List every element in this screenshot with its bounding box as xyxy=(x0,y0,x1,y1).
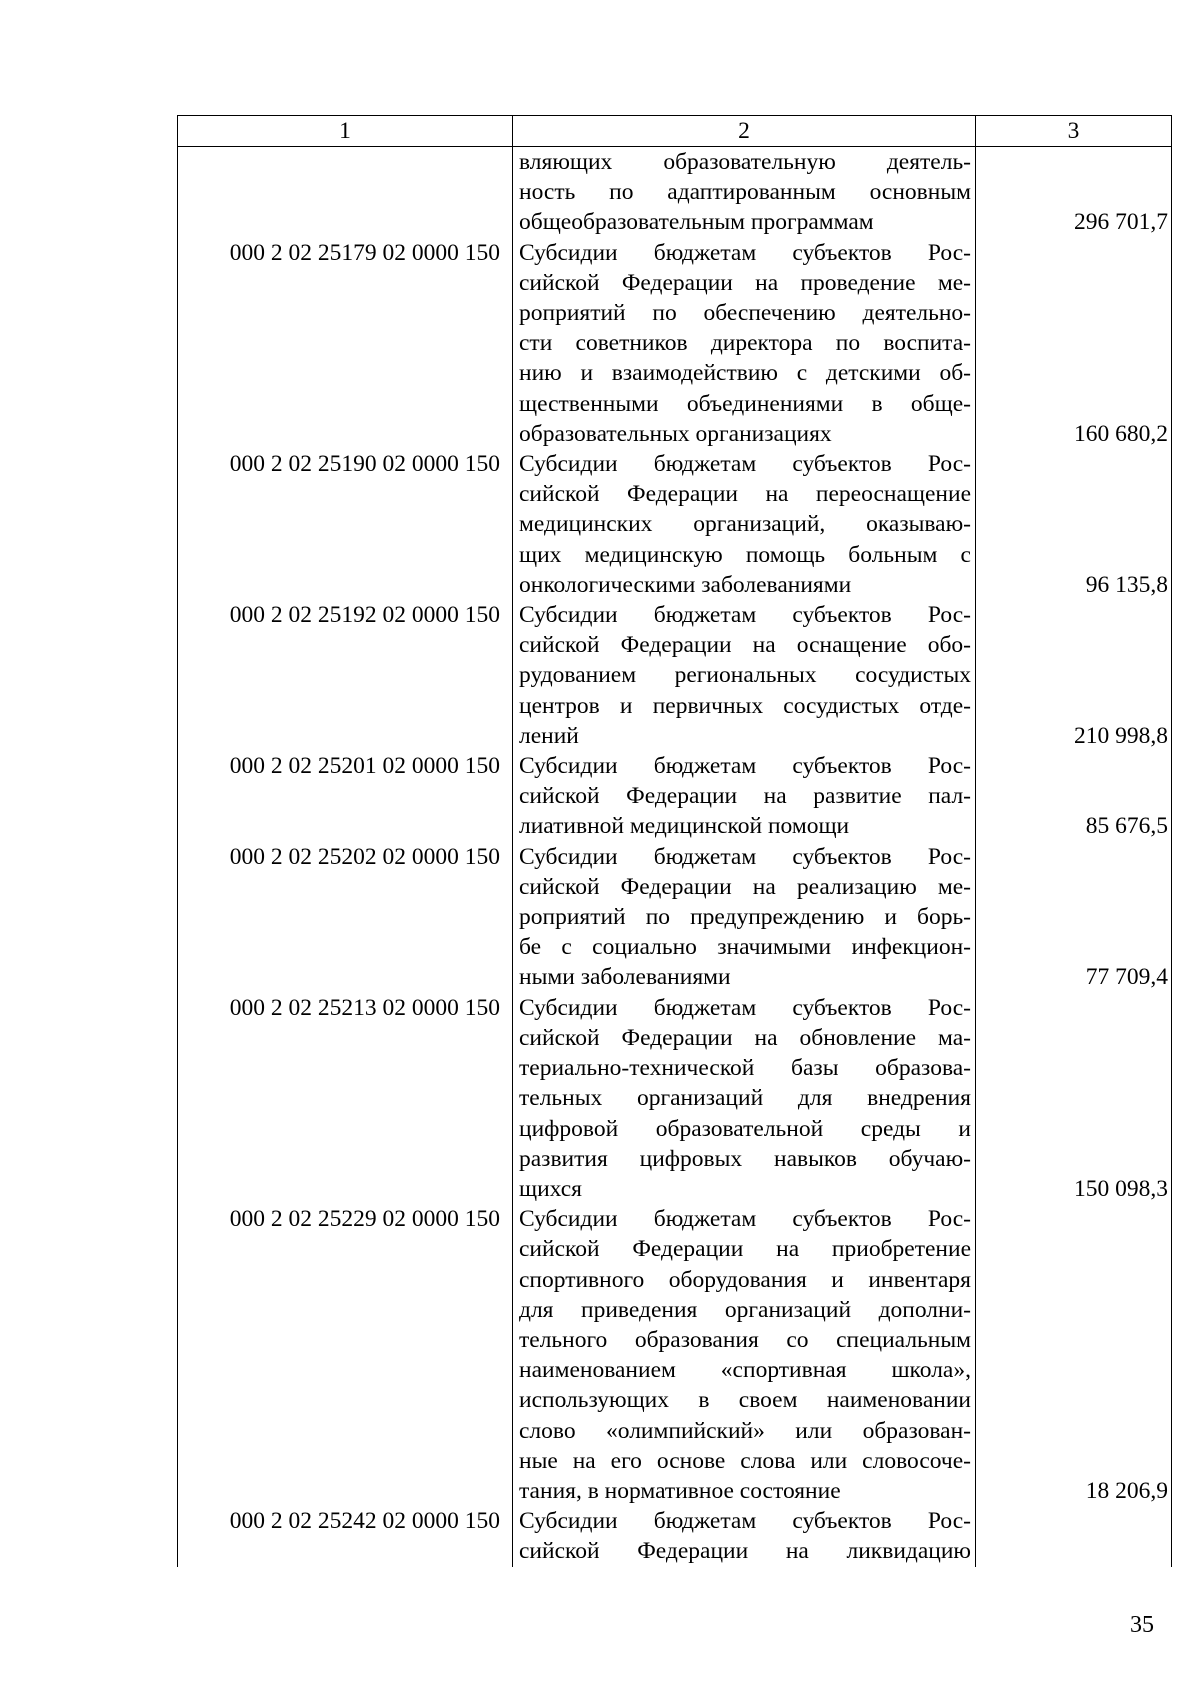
description-line: териально-технической базы образова- xyxy=(519,1055,971,1082)
description-line: Субсидии бюджетам субъектов Рос- xyxy=(519,239,971,266)
table-row xyxy=(178,600,1172,751)
description-line: наименованием «спортивная школа», xyxy=(519,1357,971,1384)
description-line: сийской Федерации на обновление ма- xyxy=(519,1024,971,1051)
description-line: Субсидии бюджетам субъектов Рос- xyxy=(519,451,971,478)
column-header-2: 2 xyxy=(513,116,976,147)
table-body xyxy=(178,147,1172,1567)
description-line: лиативной медицинской помощи xyxy=(519,813,850,840)
description-line: рудованием региональных сосудистых xyxy=(519,662,971,689)
description-line: ность по адаптированным основным xyxy=(519,179,971,206)
description-line: спортивного оборудования и инвентаря xyxy=(519,1266,971,1293)
table-row xyxy=(178,842,1172,993)
description-line: ные на его основе слова или словосоче- xyxy=(519,1447,971,1474)
budget-description xyxy=(513,600,976,751)
budget-description xyxy=(513,1204,976,1506)
budget-code: 000 2 02 25192 02 0000 150 xyxy=(178,600,513,751)
description-line: онкологическими заболеваниями xyxy=(519,571,852,598)
budget-description xyxy=(513,842,976,993)
budget-code xyxy=(178,147,513,238)
description-line: щихся xyxy=(519,1175,582,1202)
budget-code: 000 2 02 25202 02 0000 150 xyxy=(178,842,513,993)
description-line: образовательных организациях xyxy=(519,420,832,447)
budget-description xyxy=(513,993,976,1204)
table-row xyxy=(178,147,1172,238)
description-line: тельных организаций для внедрения xyxy=(519,1085,971,1112)
description-line: сийской Федерации на оснащение обо- xyxy=(519,632,971,659)
budget-amount: 77 709,4 xyxy=(976,842,1172,993)
budget-amount: 96 135,8 xyxy=(976,449,1172,600)
budget-amount: 296 701,7 xyxy=(976,147,1172,238)
description-line: Субсидии бюджетам субъектов Рос- xyxy=(519,994,971,1021)
description-line: тания, в нормативное состояние xyxy=(519,1477,841,1504)
description-line: нию и взаимодействию с детскими об- xyxy=(519,360,971,387)
description-line: сти советников директора по воспита- xyxy=(519,330,971,357)
description-line: цифровой образовательной среды и xyxy=(519,1115,971,1142)
page-number: 35 xyxy=(1130,1612,1154,1638)
budget-description xyxy=(513,751,976,842)
budget-amount: 210 998,8 xyxy=(976,600,1172,751)
header-row xyxy=(178,116,1172,147)
table-row xyxy=(178,449,1172,600)
description-line: сийской Федерации на развитие пал- xyxy=(519,783,971,810)
budget-description xyxy=(513,449,976,600)
description-line: Субсидии бюджетам субъектов Рос- xyxy=(519,1508,971,1535)
description-line: использующих в своем наименовании xyxy=(519,1387,971,1414)
budget-amount: 160 680,2 xyxy=(976,238,1172,449)
table-row xyxy=(178,751,1172,842)
description-line: щих медицинскую помощь больным с xyxy=(519,541,971,568)
description-line: для приведения организаций дополни- xyxy=(519,1296,971,1323)
description-line: лений xyxy=(519,722,579,749)
description-line: роприятий по предупреждению и борь- xyxy=(519,904,971,931)
table-row xyxy=(178,993,1172,1204)
budget-code: 000 2 02 25229 02 0000 150 xyxy=(178,1204,513,1506)
description-line: вляющих образовательную деятель- xyxy=(519,149,971,175)
budget-description xyxy=(513,238,976,449)
description-line: бе с социально значимыми инфекцион- xyxy=(519,934,971,961)
table-row xyxy=(178,1506,1172,1566)
budget-code: 000 2 02 25190 02 0000 150 xyxy=(178,449,513,600)
budget-code: 000 2 02 25242 02 0000 150 xyxy=(178,1506,513,1566)
table-row xyxy=(178,238,1172,449)
budget-description xyxy=(513,1506,976,1566)
description-line: общеобразовательным программам xyxy=(519,209,874,236)
description-line: медицинских организаций, оказываю- xyxy=(519,511,971,538)
table-row xyxy=(178,1204,1172,1506)
column-header-3: 3 xyxy=(976,116,1172,147)
description-line: Субсидии бюджетам субъектов Рос- xyxy=(519,1206,971,1233)
column-header-1: 1 xyxy=(178,116,513,147)
description-line: Субсидии бюджетам субъектов Рос- xyxy=(519,753,971,780)
budget-code: 000 2 02 25201 02 0000 150 xyxy=(178,751,513,842)
budget-description xyxy=(513,147,976,238)
description-line: сийской Федерации на приобретение xyxy=(519,1236,971,1263)
description-line: сийской Федерации на переоснащение xyxy=(519,481,971,508)
budget-amount: 85 676,5 xyxy=(976,751,1172,842)
description-line: ными заболеваниями xyxy=(519,964,731,991)
description-line: щественными объединениями в обще- xyxy=(519,390,971,417)
budget-amount: 150 098,3 xyxy=(976,993,1172,1204)
description-line: сийской Федерации на реализацию ме- xyxy=(519,873,971,900)
budget-table xyxy=(177,115,1172,1567)
description-line: сийской Федерации на проведение ме- xyxy=(519,269,971,296)
description-line: тельного образования со специальным xyxy=(519,1326,971,1353)
description-line: слово «олимпийский» или образован- xyxy=(519,1417,971,1444)
description-line: Субсидии бюджетам субъектов Рос- xyxy=(519,843,971,870)
budget-code: 000 2 02 25213 02 0000 150 xyxy=(178,993,513,1204)
budget-amount: 18 206,9 xyxy=(976,1204,1172,1506)
description-line: центров и первичных сосудистых отде- xyxy=(519,692,971,719)
description-line: развития цифровых навыков обучаю- xyxy=(519,1145,971,1172)
budget-amount xyxy=(976,1506,1172,1566)
budget-code: 000 2 02 25179 02 0000 150 xyxy=(178,238,513,449)
description-line: роприятий по обеспечению деятельно- xyxy=(519,300,971,327)
description-line: Субсидии бюджетам субъектов Рос- xyxy=(519,602,971,629)
description-line: сийской Федерации на ликвидацию xyxy=(519,1538,971,1565)
